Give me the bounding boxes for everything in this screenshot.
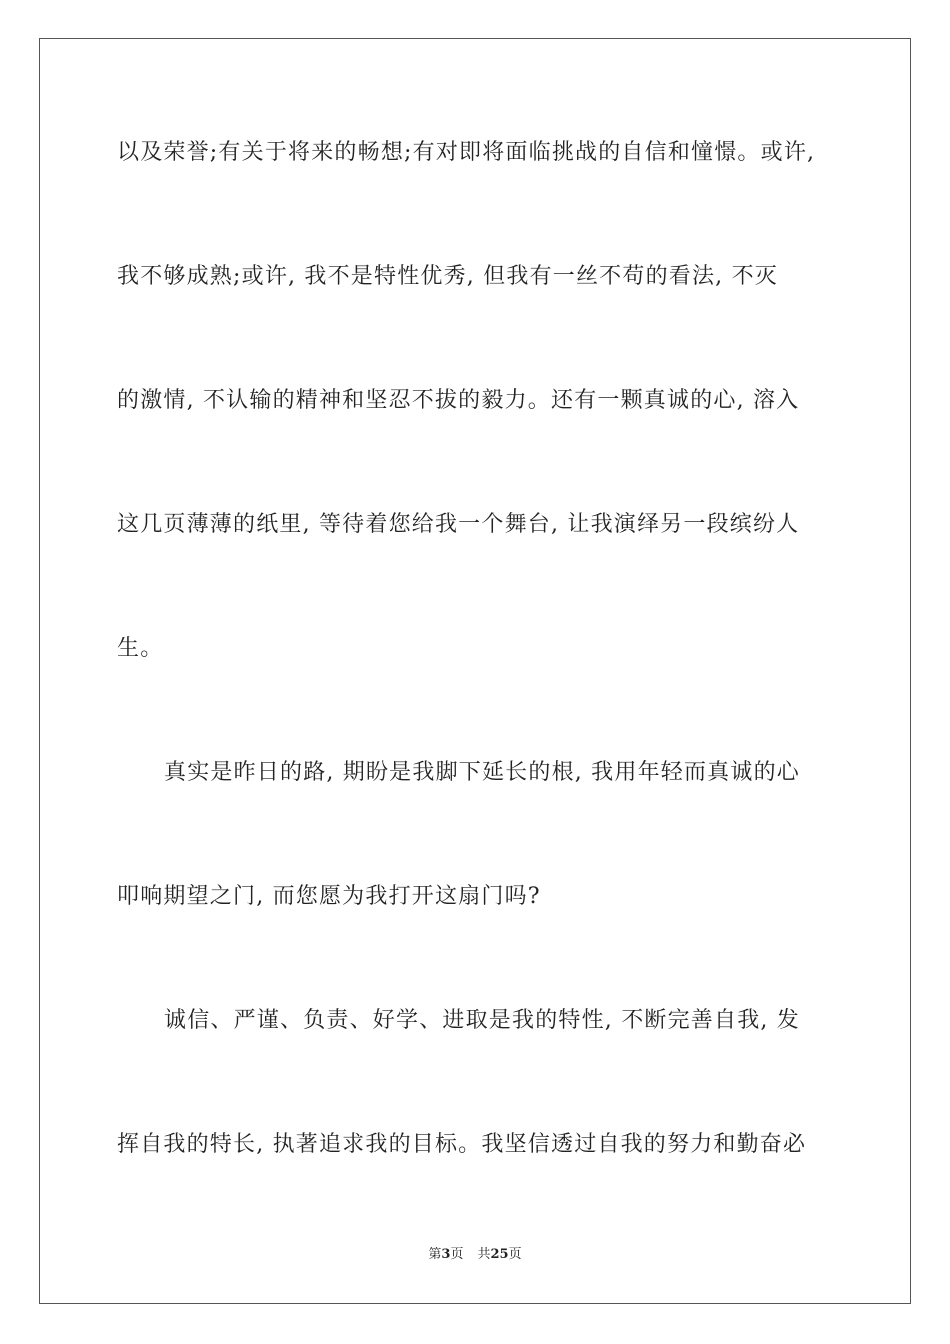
text-line: 我不够成熟;或许, 我不是特性优秀, 但我有一丝不苟的看法, 不灭 (117, 264, 778, 289)
page-prefix: 第 (428, 1247, 442, 1262)
page-number: 3 (441, 1247, 451, 1262)
text-line: 的激情, 不认输的精神和坚忍不拔的毅力。还有一颗真诚的心, 溶入 (117, 388, 800, 413)
page-suffix: 页 (450, 1247, 464, 1262)
text-line: 这几页薄薄的纸里, 等待着您给我一个舞台, 让我演绎另一段缤纷人 (117, 512, 800, 537)
page-frame (39, 38, 911, 1304)
total-suffix: 页 (508, 1247, 522, 1262)
paragraph-first-line: 诚信、严谨、负责、好学、进取是我的特性, 不断完善自我, 发 (164, 1008, 800, 1033)
total-pages: 25 (490, 1247, 509, 1262)
text-line: 挥自我的特长, 执著追求我的目标。我坚信透过自我的努力和勤奋必 (117, 1132, 807, 1157)
text-line: 生。 (117, 636, 164, 661)
text-line: 以及荣誉;有关于将来的畅想;有对即将面临挑战的自信和憧憬。或许, (117, 140, 816, 165)
total-prefix: 共 (477, 1247, 491, 1262)
paragraph-first-line: 真实是昨日的路, 期盼是我脚下延长的根, 我用年轻而真诚的心 (164, 760, 800, 785)
page-footer (0, 1246, 950, 1264)
text-line: 叩响期望之门, 而您愿为我打开这扇门吗? (117, 884, 541, 909)
